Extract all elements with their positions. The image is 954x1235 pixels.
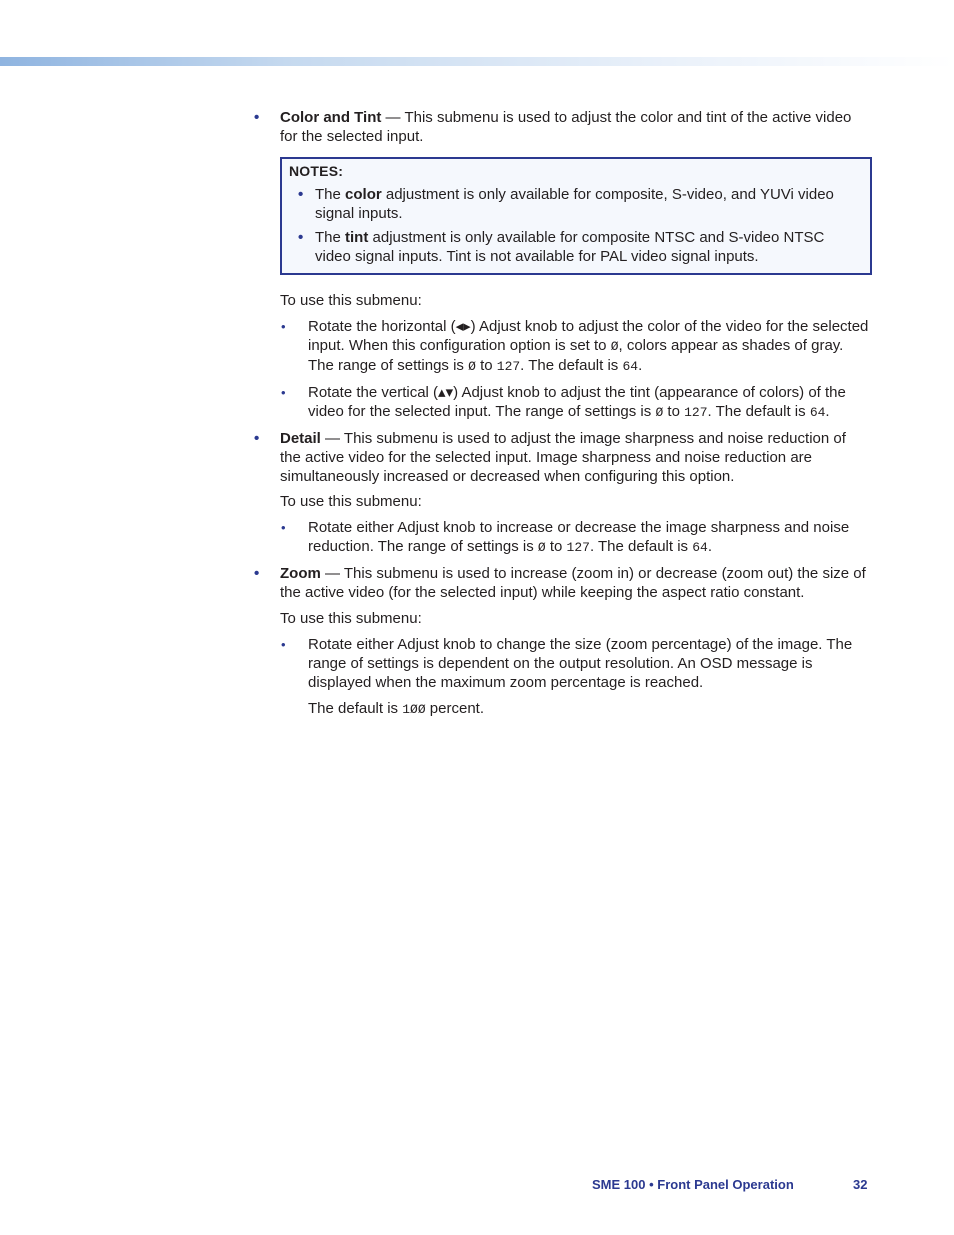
note-item: • The tint adjustment is only available for composite NTSC and S-video NTSC video signal inputs. Tint is not available for PAL video signal inputs. [298, 229, 825, 265]
bullet-icon: • [281, 637, 286, 652]
bullet-icon: • [254, 109, 260, 126]
steps-list [280, 317, 870, 422]
section-title: Color and Tint [280, 109, 382, 126]
section-title: Detail [280, 430, 321, 447]
section-color-tint [254, 108, 870, 422]
bullet-icon: • [281, 385, 286, 400]
section-detail [254, 429, 870, 557]
step-item: • Rotate the vertical (▴▾) Adjust knob to adjust the tint (appearance of colors) of the video for the selected input. The range of settings is Ø to 127. The default is 64. [281, 384, 846, 420]
section-description: — This submenu is used to increase (zoom in) or decrease (zoom out) the size of the active video (for the selected input) while keeping the aspect ratio constant. [280, 565, 866, 601]
section-zoom [254, 564, 870, 719]
note-item: • The color adjustment is only available for composite, S-video, and YUVi video signal inputs. [298, 186, 834, 222]
page-content [254, 108, 870, 719]
step-item: • Rotate either Adjust knob to change the size (zoom percentage) of the image. The range of settings is dependent on the output resolution. An OSD message is displayed when the maximum zoom percentage is reached. [281, 636, 853, 691]
step-item: • Rotate the horizontal (◂▸) Adjust knob to adjust the color of the video for the selected input. When this configuration option is set to Ø, colors appear as shades of gray. The range of settings is Ø to 127. The default is 64. [281, 318, 869, 374]
footer-title: SME 100 • Front Panel Operation [592, 1177, 794, 1192]
header-gradient-bar [0, 57, 954, 66]
bullet-icon: • [298, 229, 304, 246]
section-title: Zoom [280, 565, 321, 582]
bullet-icon: • [281, 520, 286, 535]
notes-title: NOTES: [289, 163, 344, 179]
default-note: The default is 1ØØ percent. [308, 700, 484, 717]
steps-list [280, 518, 870, 557]
section-description: — This submenu is used to adjust the color and tint of the active video for the selected input. [280, 109, 852, 145]
to-use-label: To use this submenu: [280, 493, 422, 510]
step-item: • Rotate either Adjust knob to increase or decrease the image sharpness and noise reduction. The range of settings is Ø to 127. The default is 64. [281, 519, 850, 555]
steps-list [280, 635, 870, 719]
bullet-icon: • [254, 430, 260, 447]
bullet-icon: • [281, 319, 286, 334]
section-description: — This submenu is used to adjust the image sharpness and noise reduction of the active video for the selected input. Image sharpness and noise reduction are simultaneously increased or decreased when configuring this option. [280, 430, 846, 485]
bullet-icon: • [254, 565, 260, 582]
bullet-icon: • [298, 186, 304, 203]
to-use-label: To use this submenu: [280, 292, 422, 309]
to-use-label: To use this submenu: [280, 610, 422, 627]
page-number: 32 [853, 1177, 868, 1192]
notes-box [280, 157, 872, 275]
